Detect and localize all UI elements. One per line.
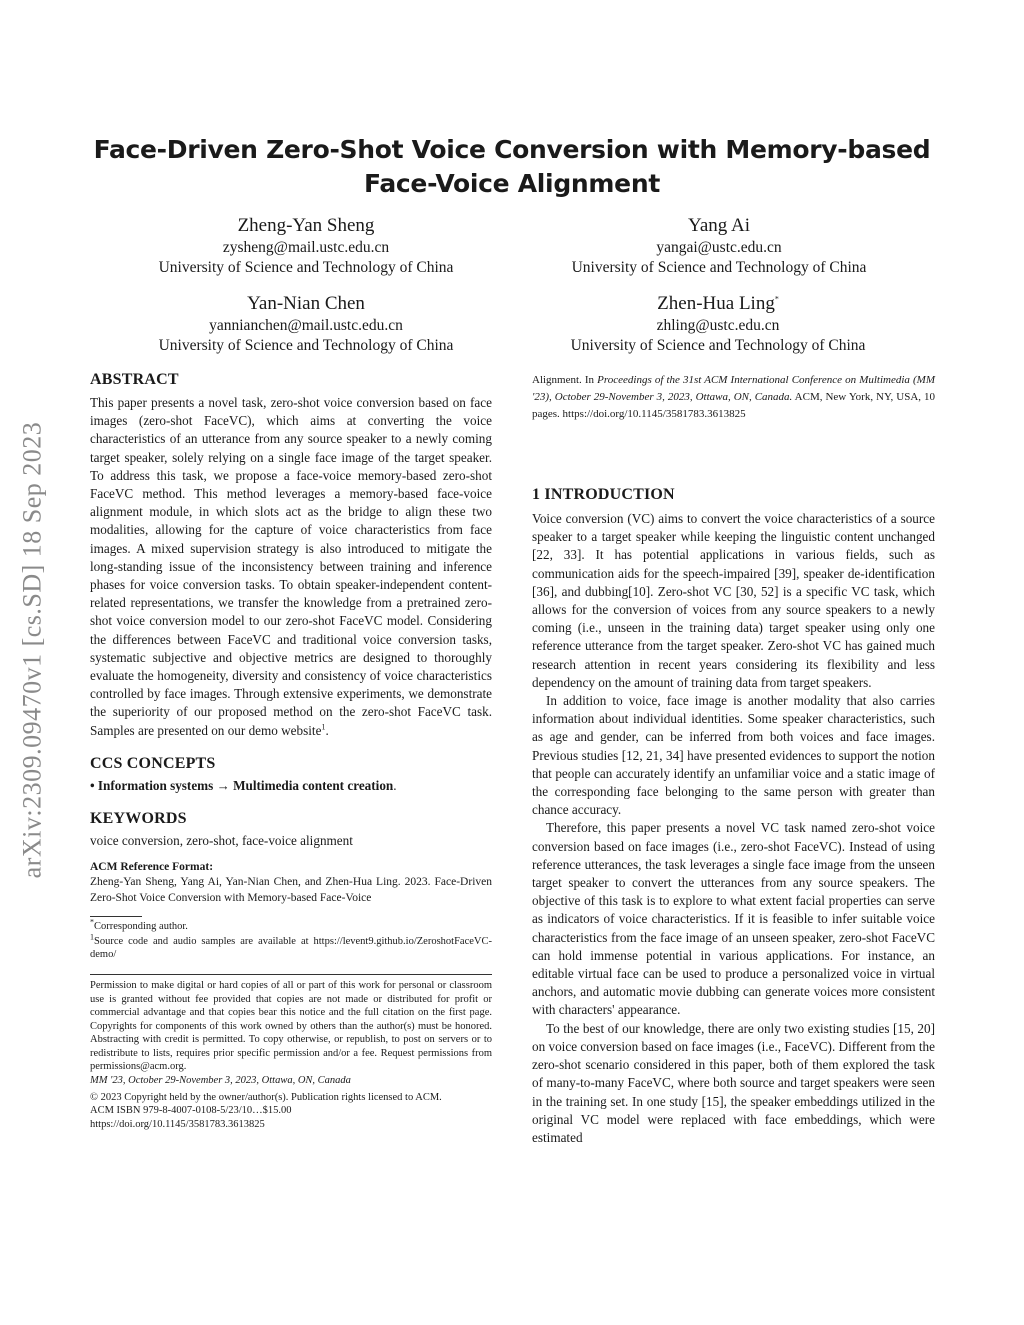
footnote-source (90, 932, 492, 962)
conference-info: MM '23, October 29-November 3, 2023, Ottawa, ON, Canada (90, 1075, 351, 1087)
author-name: Yan-Nian Chen (247, 293, 365, 314)
footnote-corresponding (90, 917, 492, 933)
author-affiliation: University of Science and Technology of China (158, 259, 454, 276)
author-email: zysheng@mail.ustc.edu.cn (222, 239, 390, 256)
author-email: yangai@ustc.edu.cn (656, 239, 782, 256)
author-name: Zhen-Hua Ling (657, 293, 775, 314)
author-name: Zheng-Yan Sheng (237, 215, 375, 236)
author-affiliation: University of Science and Technology of China (158, 337, 454, 354)
ccs-concepts (90, 777, 492, 795)
permission-text: Permission to make digital or hard copies of all or part of this work for personal or classroom use is granted without fee provided that copies are not made or distributed for profit or commercial advantage and that copies bear this notice and the full citation on the first page. Copyrights for components of this work owned by others than the author(s) must be honored. Abstracting with credit is permitted. To copy otherwise, or republish, to post on servers or to redistribute to lists, requires prior specific permission and/or a fee. Request permissions from permissions@acm.org. (90, 980, 492, 1072)
abstract-heading: ABSTRACT (90, 371, 179, 388)
intro-paragraph-1: Voice conversion (VC) aims to convert the voice characteristics of a source speaker to a target speaker while keeping the linguistic content unchanged [22, 33]. It has potential applications in various fields, such as communication aids for the speech-impaired [39], speaker de-identification [36], and dubbing[10]. Zero-shot VC [30, 52] is a specific VC task, which allows for the conversion of voices from any source speakers to a newly coming (i.e., unseen in the training data) target speaker using only one reference utterance from the target speaker. Zero-shot VC has gained much research attention in recent years considering its flexibility and less dependency on the amount of training data from target speakers. (532, 511, 935, 690)
corresponding-mark: * (774, 294, 779, 304)
author-affiliation: University of Science and Technology of China (570, 337, 866, 354)
permission-rule (90, 974, 492, 975)
title-line-1: Face-Driven Zero-Shot Voice Conversion with Memory-based (93, 135, 931, 164)
introduction-heading: 1 INTRODUCTION (532, 486, 675, 503)
ref-prefix: Alignment. In (532, 374, 598, 386)
keywords-heading: KEYWORDS (90, 810, 187, 828)
acm-ref-text: Zheng-Yan Sheng, Yang Ai, Yan-Nian Chen, and Zhen-Hua Ling. 2023. Face-Driven Zero-Shot Voice Conversion with Memory-based Face-Voice (90, 876, 492, 905)
author-email: yannianchen@mail.ustc.edu.cn (209, 317, 403, 334)
ccs-end: . (393, 777, 397, 793)
author-name-row (518, 292, 918, 316)
title-line-2: Face-Voice Alignment (364, 169, 660, 198)
abstract-end: . (325, 722, 329, 738)
author-block-2 (519, 214, 919, 278)
ref-suffix: ACM, New York, NY, USA, 10 pages. https://doi.org/10.1145/3581783.3613825 (532, 391, 935, 420)
author-block-1 (106, 214, 506, 278)
isbn-line: ACM ISBN 979-8-4007-0108-5/23/10…$15.00 (90, 1105, 292, 1117)
conference-line (90, 1074, 492, 1087)
left-column (90, 370, 492, 1131)
acm-ref-heading: ACM Reference Format: (90, 861, 214, 874)
author-email: zhling@ustc.edu.cn (656, 317, 780, 334)
abstract-text (90, 394, 492, 740)
footnote-ref-1[interactable]: 1 (321, 722, 326, 732)
abstract-body: This paper presents a novel task, zero-shot voice conversion based on face images (zero-shot FaceVC), which aims at converting the voice characteristics of an utterance from any source speaker to a newly coming target speaker, solely relying on a single face image of the target speaker. To address this task, we propose a face-voice memory-based zero-shot FaceVC method. This method leverages a memory-based face-voice alignment module, in which slots act as the bridge to align these two modalities, allowing for the capture of voice characteristics from face images. A mixed supervision strategy is also introduced to mitigate the long-standing issue of the inconsistency between training and inference phases for voice conversion tasks. To obtain speaker-independent content-related representations, we transfer the knowledge from a pretrained zero-shot voice conversion model to our zero-shot FaceVC model. Considering the differences between FaceVC and traditional voice conversion tasks, systematic subjective and objective metrics are designed to thoroughly evaluate the homogeneity, diversity and consistency of voice characteristics controlled by face images. Through extensive experiments, we demonstrate the superiority of our proposed method on the zero-shot FaceVC task. Samples are presented on our demo website (90, 395, 492, 738)
intro-paragraph-2: In addition to voice, face image is another modality that also carries information about individual identities. Some speaker characteristics, such as age and gender, can be inferred from both voices and face images. Previous studies [12, 21, 34] have presented evidences to support the notion that people can accurately identify an unfamiliar voice and a static image of the corresponding face belonging to the same person with greater than chance accuracy. (532, 693, 935, 818)
author-affiliation: University of Science and Technology of China (571, 259, 867, 276)
footnote-source-text[interactable]: Source code and audio samples are available at https://levent9.github.io/ZeroshotFaceVC-demo/ (90, 935, 492, 961)
ref-proceedings: Proceedings of the 31st ACM International Conference on Multimedia (MM '23), October 29-November 3, 2023, Ottawa, ON, Canada. (532, 374, 935, 403)
copyright-line: © 2023 Copyright held by the owner/author(s). Publication rights licensed to ACM. (90, 1091, 442, 1103)
doi-line[interactable]: https://doi.org/10.1145/3581783.3613825 (90, 1118, 265, 1130)
footnote-corresponding-text: Corresponding author. (94, 921, 188, 933)
footnote-mark-1: 1 (90, 932, 94, 942)
ccs-item: • Information systems → Multimedia content creation (90, 777, 394, 793)
arxiv-identifier: arXiv:2309.09470v1 [cs.SD] 18 Sep 2023 (17, 421, 47, 879)
intro-paragraph-3: Therefore, this paper presents a novel VC task named zero-shot voice conversion based on face images (i.e., zero-shot FaceVC). Instead of using reference utterances, the task leverages a single face image from the unseen target speaker to convert the utterances from any source speakers. The objective of this task is to explore to what extent facial properties can serve as indicators of voice characteristics. If it is feasible to infer suitable voice characteristics from the face image of an unseen speaker, zero-shot FaceVC can hold immense potential in various applications. For instance, an editable virtual face can be used to produce a personalized voice in virtual anchors, and automatic movie dubbing can generate voices more consistent with characters' appearance. (532, 820, 935, 1018)
author-block-3 (106, 292, 506, 356)
ccs-heading: CCS CONCEPTS (90, 754, 216, 772)
author-block-4 (518, 292, 918, 356)
acm-ref-continuation (532, 372, 935, 423)
paper-title (60, 133, 964, 201)
intro-paragraph-4: To the best of our knowledge, there are only two existing studies [15, 20] on voice conversion based on face images (i.e., FaceVC). Different from the zero-shot scenario considered in this paper, both of them explored the task of many-to-many FaceVC, where both source and target speakers were seen in the training set. In one study [15], the speaker embeddings utilized in the original VC model were replaced with face embeddings, which were estimated (532, 1020, 935, 1145)
arxiv-sidebar (2, 350, 62, 950)
right-column (532, 372, 935, 1147)
keywords-text: voice conversion, zero-shot, face-voice alignment (90, 833, 353, 849)
footnote-rule (90, 916, 142, 917)
footnote-mark-star: * (90, 917, 94, 927)
author-name: Yang Ai (688, 215, 750, 236)
